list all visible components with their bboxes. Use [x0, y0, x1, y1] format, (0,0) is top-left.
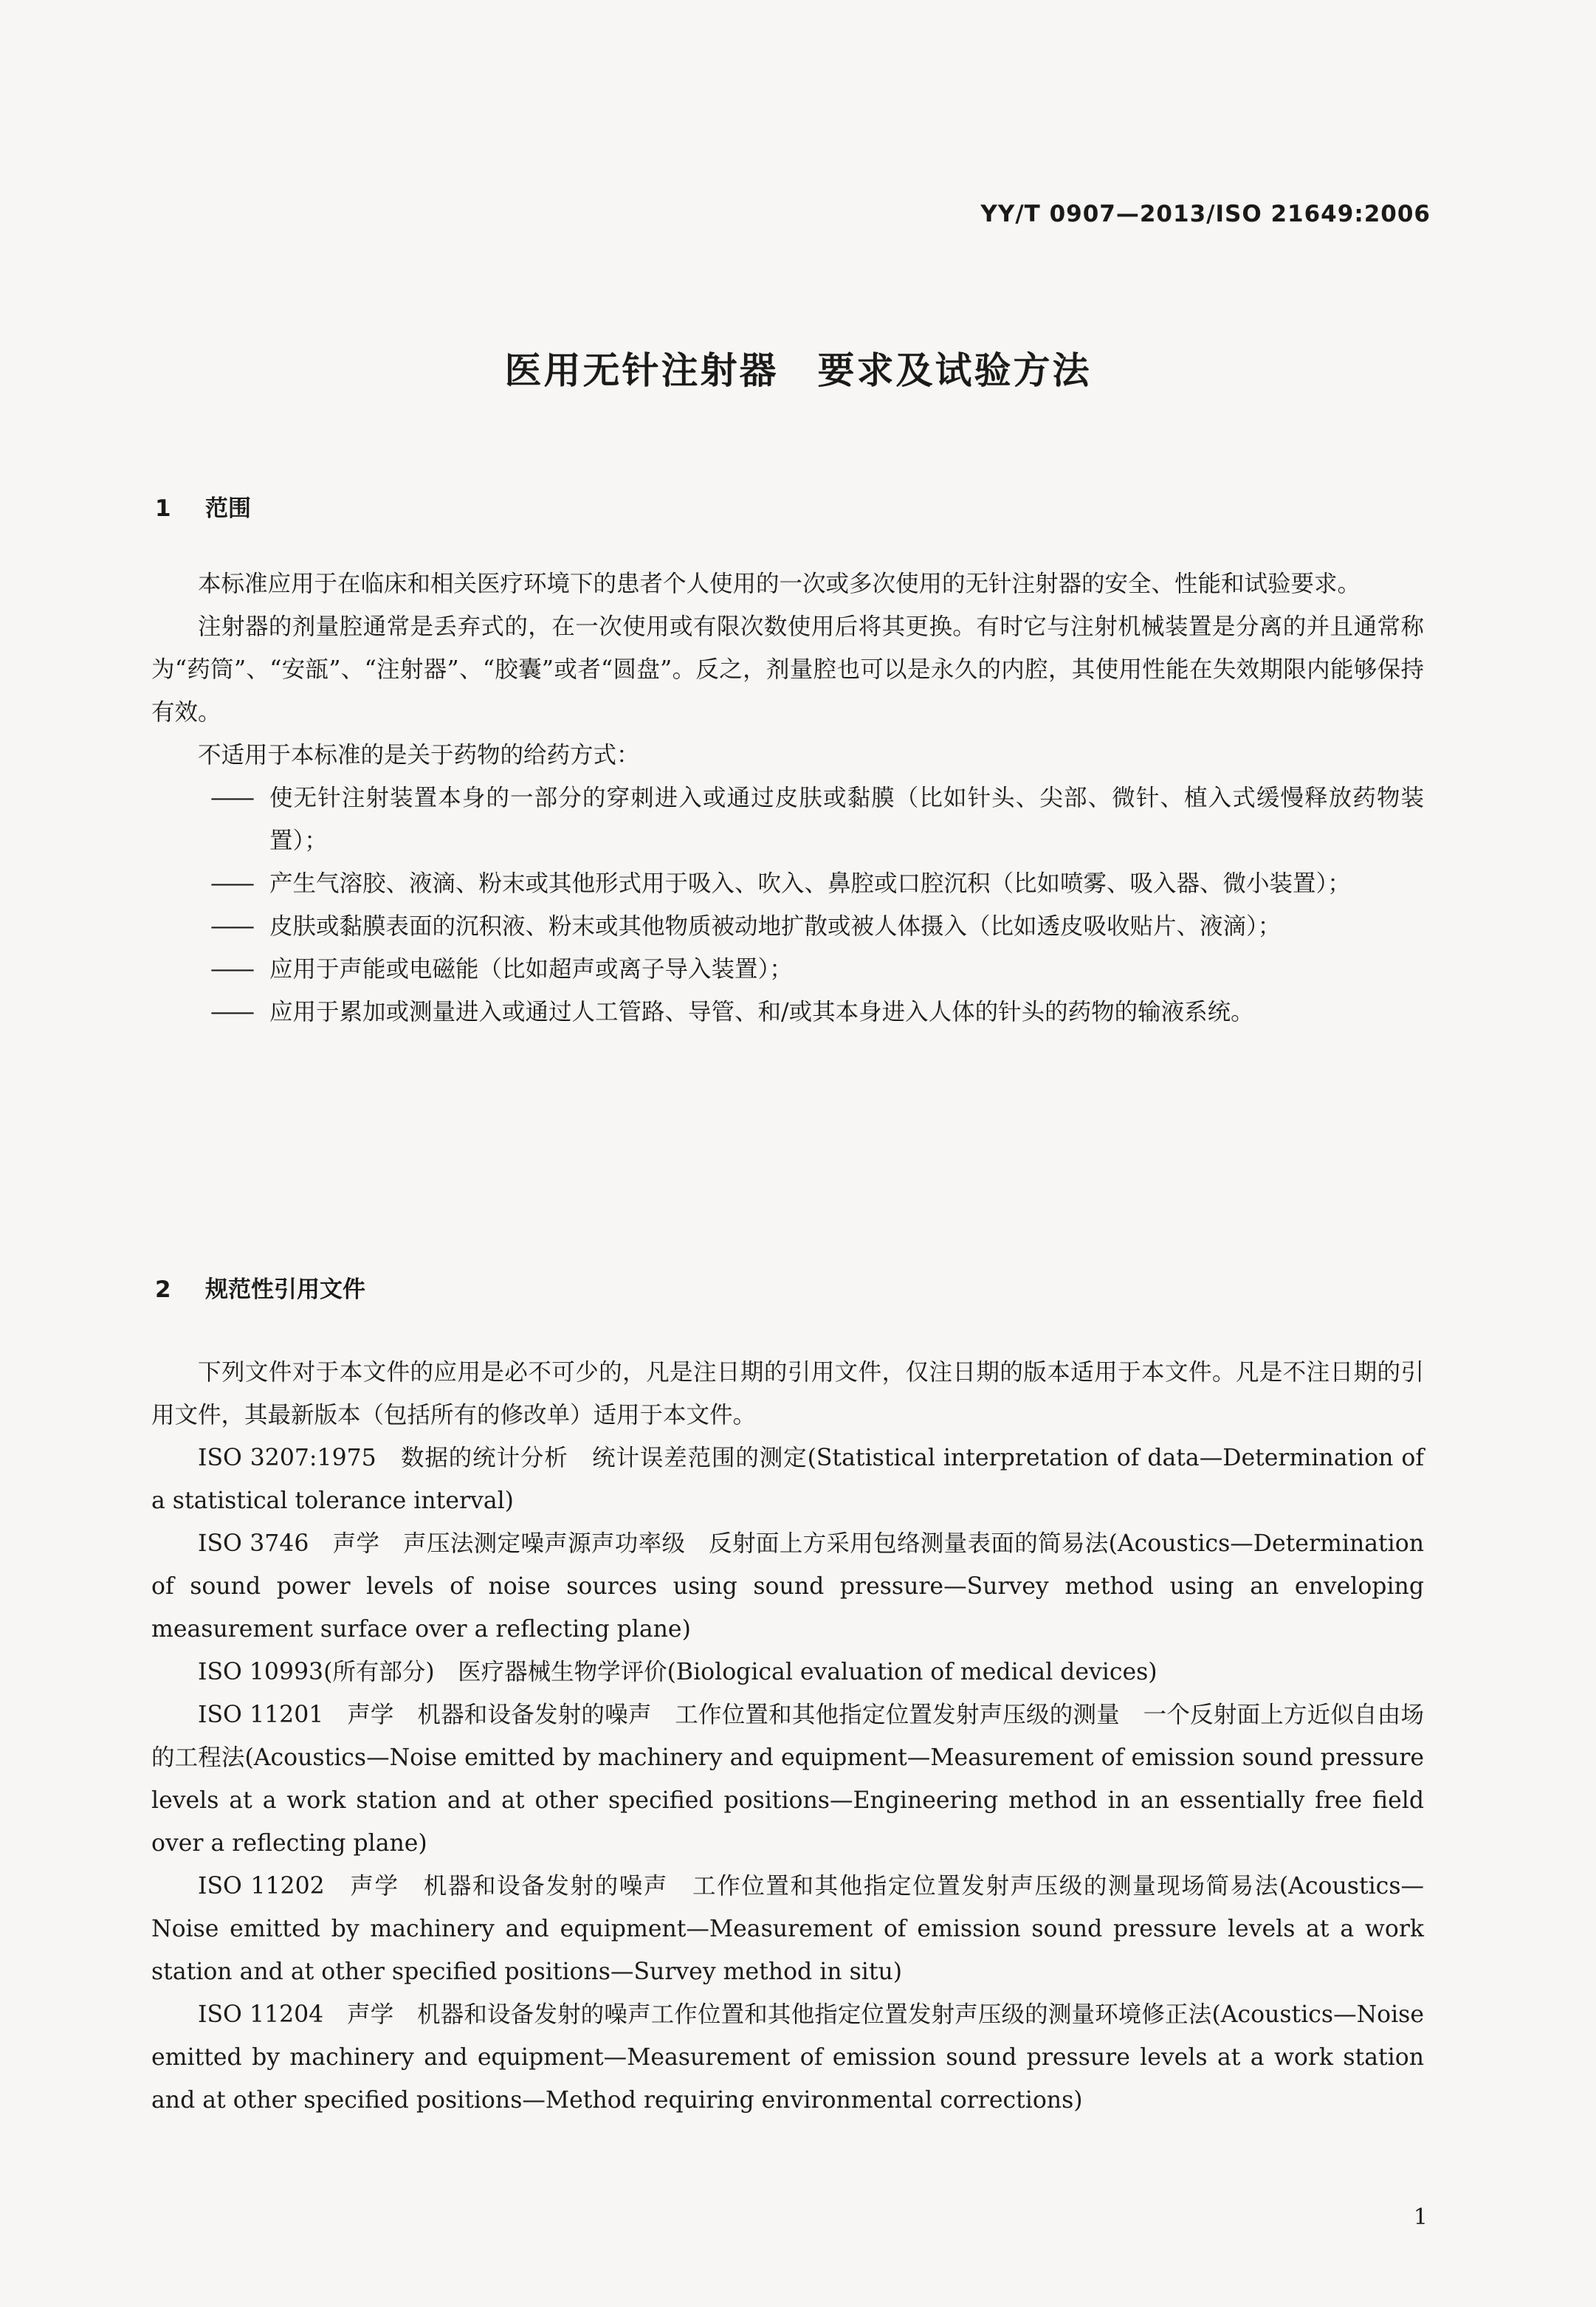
reference-iso-11202: ISO 11202 声学 机器和设备发射的噪声 工作位置和其他指定位置发射声压级的测量现场简易法(Acoustics—Noise emitted by machinery and equipment—Measurement of emission sound pressure levels at a work station and at other specified positions—Survey method in situ)	[151, 1873, 1424, 1985]
reference-iso-3746: ISO 3746 声学 声压法测定噪声源声功率级 反射面上方采用包络测量表面的简易法(Acoustics—Determination of sound power levels of noise sources using sound pressure—Survey method using an enveloping measurement surface over a reflecting plane)	[151, 1530, 1424, 1643]
section-2-body	[151, 1351, 1424, 2122]
exclusion-item-1	[151, 777, 1424, 862]
section-1-number: 1	[155, 495, 171, 522]
exclusion-text: 使无针注射装置本身的一部分的穿刺进入或通过皮肤或黏膜（比如针头、尖部、微针、植入式缓慢释放药物装置）；	[269, 785, 1424, 854]
exclusion-item-4	[151, 948, 1424, 991]
page-number: 1	[1413, 2204, 1428, 2230]
section-1-para-2: 注射器的剂量腔通常是丢弃式的，在一次使用或有限次数使用后将其更换。有时它与注射机械装置是分离的并且通常称为“药筒”、“安瓿”、“注射器”、“胶囊”或者“圆盘”。反之，剂量腔也可以是永久的内腔，其使用性能在失效期限内能够保持有效。	[151, 613, 1424, 726]
dash-mark: ——	[210, 785, 252, 811]
reference-iso-10993: ISO 10993(所有部分) 医疗器械生物学评价(Biological evaluation of medical devices)	[198, 1659, 1158, 1685]
section-2-number: 2	[155, 1276, 171, 1303]
exclusion-text: 皮肤或黏膜表面的沉积液、粉末或其他物质被动地扩散或被人体摄入（比如透皮吸收贴片、液滴）；	[269, 913, 1282, 940]
exclusion-text: 应用于累加或测量进入或通过人工管路、导管、和/或其本身进入人体的针头的药物的输液系统。	[269, 999, 1254, 1025]
section-1-title: 范围	[205, 495, 251, 522]
exclusion-item-3	[151, 905, 1424, 948]
exclusion-item-5	[151, 991, 1424, 1034]
dash-mark: ——	[210, 999, 252, 1025]
section-1-para-1: 本标准应用于在临床和相关医疗环境下的患者个人使用的一次或多次使用的无针注射器的安全、性能和试验要求。	[198, 571, 1361, 597]
section-2-intro: 下列文件对于本文件的应用是必不可少的，凡是注日期的引用文件，仅注日期的版本适用于本文件。凡是不注日期的引用文件，其最新版本（包括所有的修改单）适用于本文件。	[151, 1359, 1424, 1428]
section-1-heading	[155, 489, 251, 523]
section-2-title: 规范性引用文件	[205, 1276, 365, 1303]
reference-iso-3207: ISO 3207:1975 数据的统计分析 统计误差范围的测定(Statistical interpretation of data—Determination of a statistical tolerance interval)	[151, 1445, 1424, 1514]
exclusion-text: 产生气溶胶、液滴、粉末或其他形式用于吸入、吹入、鼻腔或口腔沉积（比如喷雾、吸入器、微小装置）；	[269, 870, 1351, 897]
section-1-body	[151, 563, 1424, 1034]
section-1-para-3: 不适用于本标准的是关于药物的给药方式：	[198, 742, 640, 769]
exclusion-text: 应用于声能或电磁能（比如超声或离子导入装置）；	[269, 956, 793, 983]
dash-mark: ——	[210, 913, 252, 940]
document-title: 医用无针注射器 要求及试验方法	[504, 349, 1092, 392]
exclusion-item-2	[151, 862, 1424, 905]
reference-iso-11204: ISO 11204 声学 机器和设备发射的噪声工作位置和其他指定位置发射声压级的测量环境修正法(Acoustics—Noise emitted by machinery and equipment—Measurement of emission sound pressure levels at a work station and at other specified positions—Method requiring environmental corrections)	[151, 2001, 1424, 2114]
section-2-heading	[155, 1271, 365, 1304]
dash-mark: ——	[210, 870, 252, 897]
reference-iso-11201: ISO 11201 声学 机器和设备发射的噪声 工作位置和其他指定位置发射声压级的测量 一个反射面上方近似自由场的工程法(Acoustics—Noise emitted by machinery and equipment—Measurement of emission sound pressure levels at a work station and at other specified positions—Engineering method in an essentially free field over a reflecting plane)	[151, 1702, 1424, 1857]
dash-mark: ——	[210, 956, 252, 983]
standard-code: YY/T 0907—2013/ISO 21649:2006	[980, 201, 1431, 227]
